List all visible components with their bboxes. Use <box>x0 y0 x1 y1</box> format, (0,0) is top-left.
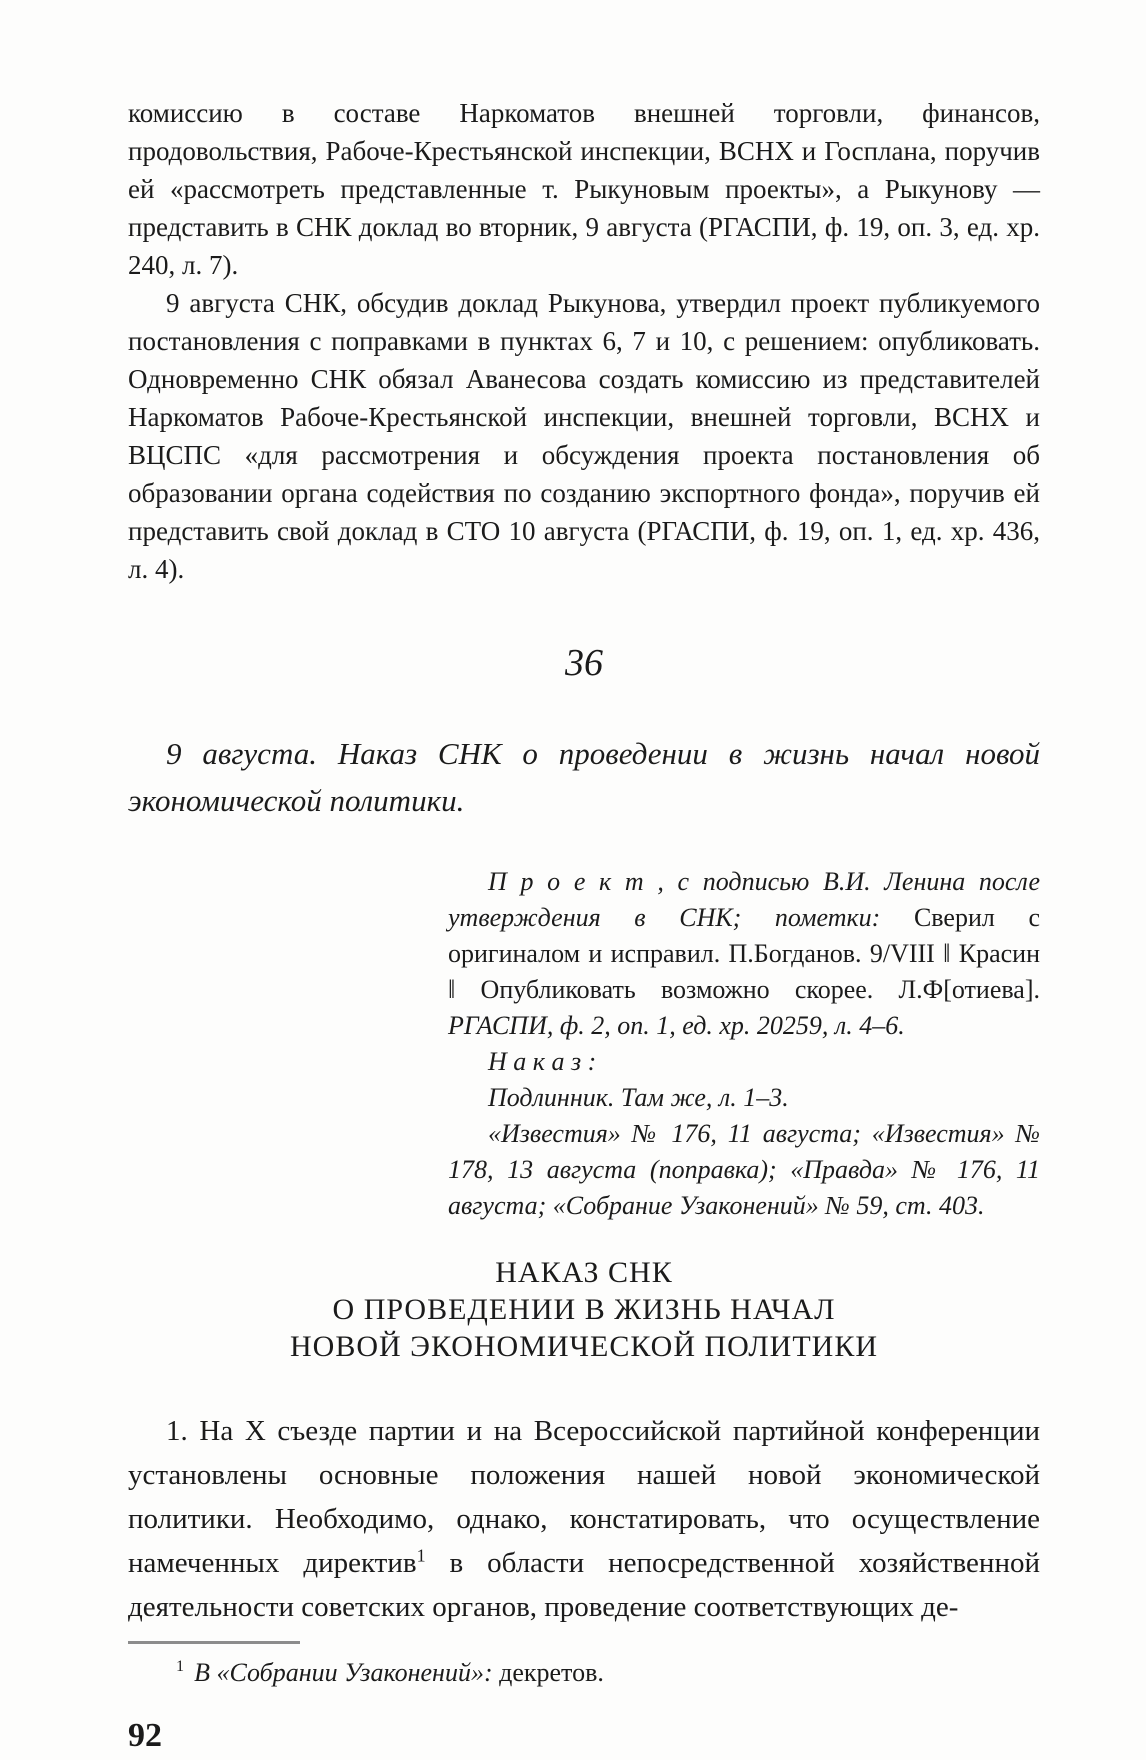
note-provenance-italic-run-1: П р о е к т , с подписью В.И. Ленина после утверждения в СНК; пометки: <box>448 867 1040 932</box>
document-body-paragraph <box>128 1409 1040 1629</box>
note-provenance-roman-run: Сверил с оригиналом и исправил. П.Богданов. 9/VIII ‖ Красин ‖ Опубликовать возможно скорее. Л.Ф[отиева]. <box>448 903 1041 1004</box>
note-publications: «Известия» № 176, 11 августа; «Известия» № 178, 13 августа (поправка); «Правда» № 176, 11 августа; «Собрание Узаконений» № 59, ст. 403. <box>448 1119 1040 1220</box>
note-original: Подлинник. Там же, л. 1–3. <box>488 1083 789 1112</box>
document-title-line-1: НАКАЗ СНК <box>495 1256 673 1289</box>
footnote-marker: 1 <box>176 1658 185 1676</box>
source-notes-block <box>448 864 1040 1224</box>
footnote-italic-run: В «Собрании Узаконений»: <box>194 1658 493 1687</box>
editorial-paragraph-2: 9 августа СНК, обсудив доклад Рыкунова, утвердил проект публикуемого постановления с поправками в пунктах 6, 7 и 10, с решением: опубликовать. Одновременно СНК обязал Аванесова создать комиссию из представителей Наркоматов Рабоче-Крестьянской инспекции, внешней торговли, ВСНХ и ВЦСПС «для рассмотрения и обсуждения проекта постановления об образовании органа содействия по созданию экспортного фонда», поручив ей представить свой доклад в СТО 10 августа (РГАСПИ, ф. 19, оп. 1, ед. хр. 436, л. 4). <box>128 288 1040 584</box>
document-title-line-2: О ПРОВЕДЕНИИ В ЖИЗНЬ НАЧАЛ <box>332 1293 836 1326</box>
document-heading: 9 августа. Наказ СНК о проведении в жизнь начал новой экономической политики. <box>128 736 1040 818</box>
document-title-line-3: НОВОЙ ЭКОНОМИЧЕСКОЙ ПОЛИТИКИ <box>289 1330 878 1363</box>
footnote-reference: 1 <box>416 1545 426 1566</box>
editorial-paragraph-1: комиссию в составе Наркоматов внешней торговли, финансов, продовольствия, Рабоче-Крестьянской инспекции, ВСНХ и Госплана, поручив ей «рассмотреть представленные т. Рыкуновым проекты», а Рыкунову — представить в СНК доклад во вторник, 9 августа (РГАСПИ, ф. 19, оп. 3, ед. хр. 240, л. 7). <box>128 98 1040 280</box>
note-provenance-italic-run-2: РГАСПИ, ф. 2, оп. 1, ед. хр. 20259, л. 4–6. <box>448 1011 905 1040</box>
footnote-separator <box>128 1641 300 1644</box>
note-nakaz-label: Н а к а з : <box>488 1047 597 1076</box>
note-provenance <box>448 864 1040 1044</box>
body-run-2: в области непосредственной хозяйственной деятельности советских органов, проведение соответствующих де- <box>128 1547 1040 1623</box>
footnote-roman-run: декретов. <box>492 1658 604 1687</box>
text-block <box>128 0 1040 1756</box>
page-number: 92 <box>128 1717 162 1754</box>
document-number: 36 <box>565 642 603 684</box>
body-run-1: 1. На X съезде партии и на Всероссийской партийной конференции установлены основные положения нашей новой экономической политики. Необходимо, однако, констатировать, что осуществление намеченных директив <box>128 1415 1040 1579</box>
document-title <box>128 1254 1040 1365</box>
footnote <box>128 1656 1040 1690</box>
